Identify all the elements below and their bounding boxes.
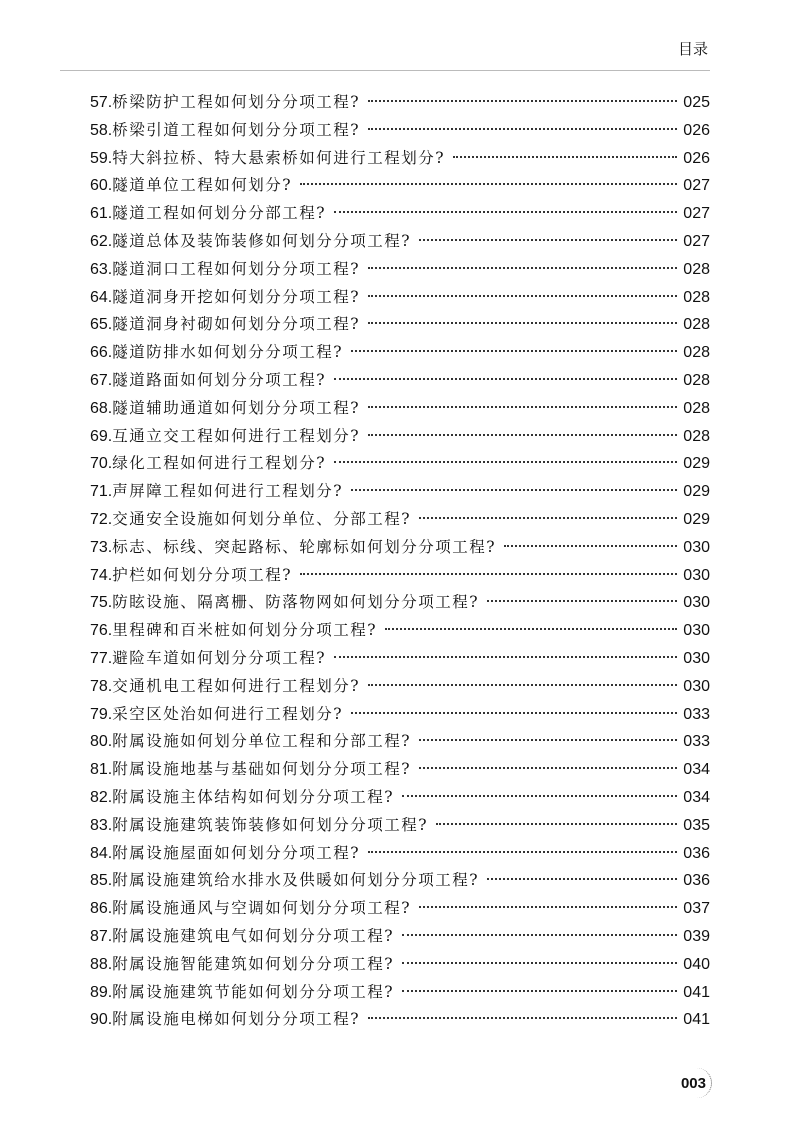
toc-entry[interactable] [90, 617, 710, 645]
toc-entry[interactable] [90, 534, 710, 562]
toc-entry-title: 隧道洞身衬砌如何划分分项工程? [112, 315, 361, 334]
toc-entry-page: 033 [683, 705, 710, 723]
toc-entry-number: 80. [90, 733, 113, 751]
toc-entry-number: 78. [90, 677, 113, 695]
toc-entry-number: 73. [90, 538, 113, 556]
toc-entry[interactable] [90, 367, 710, 395]
toc-entry[interactable] [90, 784, 710, 812]
toc-entry-number: 64. [90, 288, 113, 306]
toc-entry-title: 交通安全设施如何划分单位、分部工程? [112, 509, 412, 528]
toc-entry-number: 62. [90, 232, 113, 250]
toc-dot-leader [368, 295, 677, 297]
toc-entry-title: 护栏如何划分分项工程? [112, 565, 293, 584]
toc-entry-page: 030 [683, 677, 710, 695]
toc-dot-leader [368, 267, 677, 269]
toc-entry-page: 030 [683, 594, 710, 612]
toc-entry-number: 85. [90, 872, 113, 890]
toc-entry-page: 036 [683, 872, 710, 890]
toc-entry-title: 绿化工程如何进行工程划分? [112, 454, 327, 473]
toc-dot-leader [368, 851, 677, 853]
toc-entry-page: 030 [683, 622, 710, 640]
toc-entry-title: 采空区处治如何进行工程划分? [112, 704, 344, 723]
toc-entry-number: 72. [90, 510, 113, 528]
toc-entry-number: 88. [90, 955, 113, 973]
toc-entry-page: 026 [683, 149, 710, 167]
toc-entry-page: 028 [683, 288, 710, 306]
toc-entry-title: 隧道工程如何划分分部工程? [112, 204, 327, 223]
toc-entry-number: 79. [90, 705, 113, 723]
header-rule [60, 70, 710, 71]
toc-entry[interactable] [90, 450, 710, 478]
toc-entry-page: 027 [683, 205, 710, 223]
toc-entry-page: 028 [683, 344, 710, 362]
toc-dot-leader [419, 906, 677, 908]
toc-entry-title: 声屏障工程如何进行工程划分? [112, 482, 344, 501]
toc-entry-title: 避险车道如何划分分项工程? [112, 648, 327, 667]
toc-entry[interactable] [90, 200, 710, 228]
toc-dot-leader [368, 322, 677, 324]
toc-dot-leader [487, 600, 677, 602]
toc-entry[interactable] [90, 951, 710, 979]
toc-entry[interactable] [90, 506, 710, 534]
page-number-ornament [697, 1068, 712, 1098]
toc-entry[interactable] [90, 840, 710, 868]
toc-entry[interactable] [90, 395, 710, 423]
toc-entry-title: 互通立交工程如何进行工程划分? [112, 426, 361, 445]
toc-entry-title: 附属设施地基与基础如何划分分项工程? [112, 760, 412, 779]
toc-dot-leader [368, 1017, 677, 1019]
toc-entry-number: 58. [90, 121, 113, 139]
toc-entry-page: 034 [683, 788, 710, 806]
toc-entry-title: 附属设施建筑给水排水及供暖如何划分分项工程? [112, 871, 480, 890]
toc-entry-page: 041 [683, 1011, 710, 1029]
toc-dot-leader [504, 545, 677, 547]
toc-dot-leader [368, 406, 677, 408]
toc-entry[interactable] [90, 562, 710, 590]
toc-entry-number: 77. [90, 649, 113, 667]
toc-entry-page: 028 [683, 399, 710, 417]
toc-entry-title: 附属设施屋面如何划分分项工程? [112, 843, 361, 862]
toc-entry[interactable] [90, 645, 710, 673]
toc-entry-title: 防眩设施、隔离栅、防落物网如何划分分项工程? [112, 593, 480, 612]
toc-entry-page: 034 [683, 761, 710, 779]
toc-entry-number: 65. [90, 316, 113, 334]
toc-entry-number: 69. [90, 427, 113, 445]
toc-entry-number: 87. [90, 927, 113, 945]
toc-dot-leader [368, 434, 677, 436]
toc-dot-leader [300, 573, 677, 575]
toc-dot-leader [351, 489, 677, 491]
toc-entry-number: 83. [90, 816, 113, 834]
toc-entry-page: 030 [683, 566, 710, 584]
toc-dot-leader [436, 823, 677, 825]
toc-entry[interactable] [90, 423, 710, 451]
toc-entry-page: 025 [683, 94, 710, 111]
toc-dot-leader [419, 239, 677, 241]
toc-entry-page: 028 [683, 260, 710, 278]
toc-entry-page: 040 [683, 955, 710, 973]
toc-dot-leader [402, 934, 677, 936]
toc-entry[interactable] [90, 895, 710, 923]
toc-entry-title: 附属设施电梯如何划分分项工程? [112, 1010, 361, 1029]
table-of-contents [90, 89, 710, 1034]
toc-entry-number: 70. [90, 455, 113, 473]
toc-entry-number: 86. [90, 900, 113, 918]
toc-dot-leader [385, 628, 677, 630]
toc-entry-title: 隧道洞口工程如何划分分项工程? [112, 259, 361, 278]
toc-entry[interactable] [90, 701, 710, 729]
toc-entry[interactable] [90, 673, 710, 701]
toc-entry-page: 033 [683, 733, 710, 751]
toc-entry[interactable] [90, 256, 710, 284]
toc-entry-title: 附属设施智能建筑如何划分分项工程? [112, 954, 395, 973]
toc-entry[interactable] [90, 728, 710, 756]
toc-entry-number: 84. [90, 844, 113, 862]
toc-entry-number: 63. [90, 260, 113, 278]
toc-entry-page: 027 [683, 232, 710, 250]
toc-dot-leader [334, 378, 677, 380]
toc-entry-number: 67. [90, 371, 113, 389]
toc-entry-page: 035 [683, 816, 710, 834]
toc-entry-page: 028 [683, 316, 710, 334]
toc-entry-title: 里程碑和百米桩如何划分分项工程? [112, 621, 378, 640]
toc-entry-number: 90. [90, 1011, 113, 1029]
toc-entry-title: 附属设施通风与空调如何划分分项工程? [112, 899, 412, 918]
toc-entry-title: 隧道路面如何划分分项工程? [112, 370, 327, 389]
toc-entry-page: 030 [683, 538, 710, 556]
toc-entry-number: 81. [90, 761, 113, 779]
toc-dot-leader [487, 878, 677, 880]
toc-entry-number: 89. [90, 983, 113, 1001]
toc-entry-number: 68. [90, 399, 113, 417]
toc-entry-number: 76. [90, 622, 113, 640]
toc-dot-leader [402, 962, 677, 964]
toc-entry-page: 029 [683, 510, 710, 528]
toc-entry-title: 隧道单位工程如何划分? [112, 176, 293, 195]
toc-dot-leader [334, 461, 677, 463]
toc-dot-leader [351, 350, 677, 352]
toc-entry-title: 隧道总体及装饰装修如何划分分项工程? [112, 231, 412, 250]
toc-entry[interactable] [90, 923, 710, 951]
toc-entry-page: 030 [683, 649, 710, 667]
toc-entry-title: 标志、标线、突起路标、轮廓标如何划分分项工程? [112, 537, 497, 556]
toc-entry-title: 交通机电工程如何进行工程划分? [112, 676, 361, 695]
toc-entry-title: 隧道辅助通道如何划分分项工程? [112, 398, 361, 417]
toc-entry[interactable] [90, 145, 710, 173]
toc-entry-number: 61. [90, 205, 113, 223]
toc-entry-page: 027 [683, 177, 710, 195]
toc-entry-number: 71. [90, 483, 113, 501]
toc-entry[interactable] [90, 1006, 710, 1034]
toc-dot-leader [368, 128, 677, 130]
toc-dot-leader [402, 990, 677, 992]
toc-dot-leader [334, 656, 677, 658]
toc-entry[interactable] [90, 117, 710, 145]
toc-dot-leader [419, 767, 677, 769]
toc-entry-number: 66. [90, 344, 113, 362]
toc-entry-title: 特大斜拉桥、特大悬索桥如何进行工程划分? [112, 148, 446, 167]
toc-entry-title: 附属设施如何划分单位工程和分部工程? [112, 732, 412, 751]
toc-entry-title: 附属设施建筑装饰装修如何划分分项工程? [112, 815, 429, 834]
toc-entry-page: 028 [683, 371, 710, 389]
toc-dot-leader [368, 100, 677, 102]
toc-dot-leader [300, 183, 677, 185]
toc-entry-title: 桥梁防护工程如何划分分项工程? [112, 93, 361, 111]
toc-entry-page: 026 [683, 121, 710, 139]
toc-entry[interactable] [90, 979, 710, 1007]
toc-entry[interactable] [90, 311, 710, 339]
toc-entry-page: 029 [683, 483, 710, 501]
toc-dot-leader [334, 211, 677, 213]
toc-entry-number: 82. [90, 788, 113, 806]
toc-dot-leader [368, 684, 677, 686]
toc-entry[interactable] [90, 172, 710, 200]
toc-entry-title: 附属设施建筑节能如何划分分项工程? [112, 982, 395, 1001]
toc-entry[interactable] [90, 478, 710, 506]
toc-entry-title: 桥梁引道工程如何划分分项工程? [112, 120, 361, 139]
toc-entry[interactable] [90, 867, 710, 895]
toc-entry-number: 74. [90, 566, 113, 584]
toc-entry[interactable] [90, 756, 710, 784]
toc-entry-title: 隧道防排水如何划分分项工程? [112, 343, 344, 362]
toc-entry-number: 60. [90, 177, 113, 195]
toc-entry[interactable] [90, 284, 710, 312]
toc-dot-leader [402, 795, 677, 797]
toc-dot-leader [351, 712, 677, 714]
running-header: 目录 [677, 40, 708, 58]
toc-entry-page: 028 [683, 427, 710, 445]
toc-entry-number: 59. [90, 149, 113, 167]
toc-dot-leader [419, 517, 677, 519]
toc-entry-title: 附属设施主体结构如何划分分项工程? [112, 787, 395, 806]
toc-entry-page: 041 [683, 983, 710, 1001]
toc-entry[interactable] [90, 589, 710, 617]
toc-dot-leader [453, 156, 677, 158]
toc-dot-leader [419, 739, 677, 741]
toc-entry-page: 039 [683, 927, 710, 945]
toc-entry-title: 隧道洞身开挖如何划分分项工程? [112, 287, 361, 306]
toc-entry-page: 037 [683, 900, 710, 918]
toc-entry[interactable] [90, 339, 710, 367]
page-number: 003 [680, 1075, 706, 1092]
toc-entry-page: 036 [683, 844, 710, 862]
toc-entry-number: 57. [90, 94, 113, 111]
toc-entry[interactable] [90, 89, 710, 117]
toc-entry[interactable] [90, 812, 710, 840]
toc-entry[interactable] [90, 228, 710, 256]
toc-entry-page: 029 [683, 455, 710, 473]
toc-entry-number: 75. [90, 594, 113, 612]
toc-entry-title: 附属设施建筑电气如何划分分项工程? [112, 926, 395, 945]
